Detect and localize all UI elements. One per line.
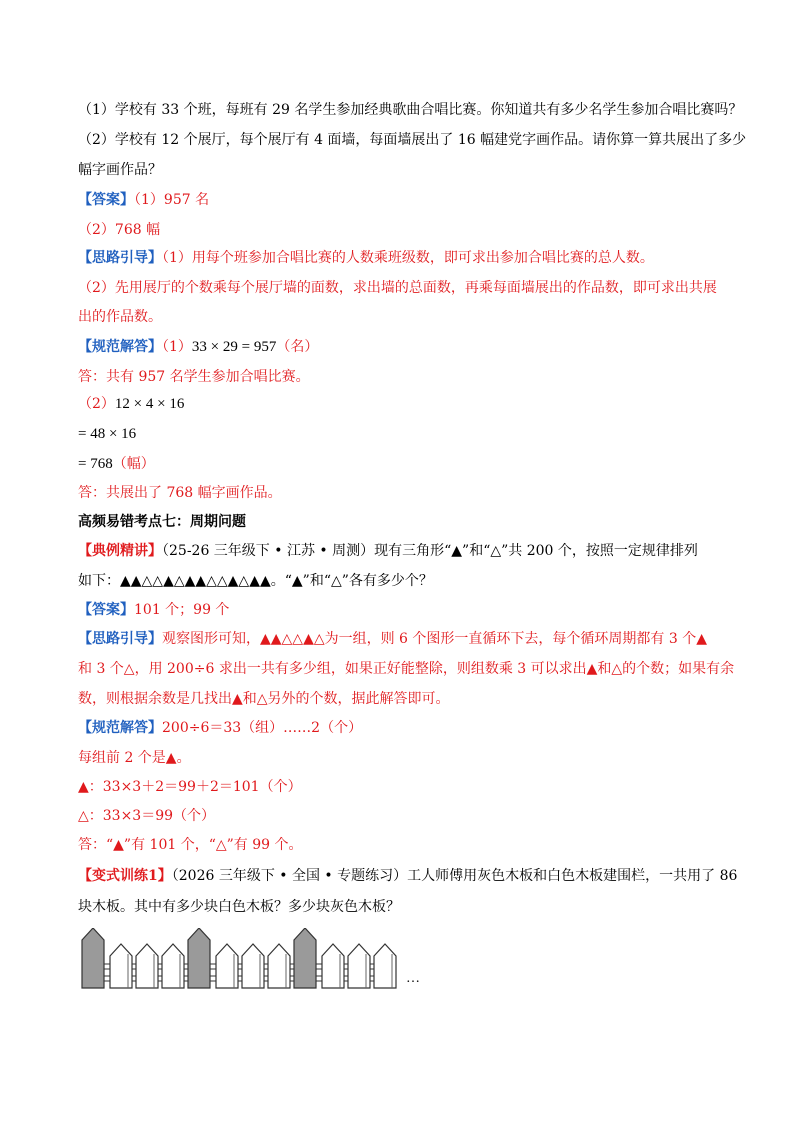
fence-board-white [322,944,344,988]
fence-board-white [242,944,264,988]
fence-board-gray [294,928,316,988]
example-solution-tag: 【规范解答】 [78,720,162,736]
fence-board-white [110,944,132,988]
solution-2-step-2: = 768 [78,456,113,472]
question-1: （1）学校有 33 个班，每班有 29 名学生参加经典歌曲合唱比赛。你知道共有多少名学生参加合唱比赛吗？ [78,102,743,118]
question-2-line-2: 幅字画作品？ [78,162,162,178]
answer-line-1 [78,190,209,210]
variant-tag: 【变式训练1】 [78,868,172,884]
example-solution-5: 答：“▲”有 101 个，“△”有 99 个。 [78,837,303,853]
answer-1: （1）957 名 [134,192,210,208]
fence-board-white [136,944,158,988]
example-solution-2: 每组前 2 个是▲。 [78,750,191,766]
example-tag: 【典例精讲】 [78,543,162,559]
fence-ellipsis: … [406,971,420,986]
example-answer-tag: 【答案】 [78,602,134,618]
example-guide-2: 和 3 个△，用 200÷6 求出一共有多少组，如果正好能整除，则组数乘 3 可以求出▲和△的个数；如果有余 [78,661,735,677]
fence-illustration [78,928,438,992]
example-solution-4: △：33×3＝99（个） [78,808,216,824]
fence-board-gray [188,928,210,988]
example-solution-3: ▲：33×3＋2＝99＋2＝101（个） [78,779,302,795]
example-text-2: 如下：▲▲△△▲△▲▲△△▲△▲▲。“▲”和“△”各有多少个？ [78,573,433,589]
variant-text-1: （2026 三年级下 • 全国 • 专题练习）工人师傅用灰色木板和白色木板建围栏，一共用了 86 [171,868,738,884]
solution-2-line [78,394,184,414]
fence-board-white [216,944,238,988]
fence-board-white [374,944,396,988]
fence-board-white [162,944,184,988]
solution-1-answer: 答：共有 957 名学生参加合唱比赛。 [78,369,310,385]
solution-1-expression: 33 × 29 = 957 [191,339,277,355]
question-2-line-1: （2）学校有 12 个展厅，每个展厅有 4 面墙，每面墙展出了 16 幅建党字画作品。请你算一算共展出了多少 [78,132,747,148]
fence-board-gray [82,928,104,988]
solution-2-answer: 答：共展出了 768 幅字画作品。 [78,485,282,501]
guide-2-line-1: （2）先用展厅的个数乘每个展厅墙的面数，求出墙的总面数，再乘每面墙展出的作品数，即可求出共展 [78,280,717,296]
example-solution-line-1 [78,718,362,738]
example-answer: 101 个；99 个 [134,602,230,618]
section-title: 高频易错考点七：周期问题 [78,514,246,530]
example-answer-line [78,600,229,620]
guide-2-line-2: 出的作品数。 [78,309,162,325]
solution-2-expression: 12 × 4 × 16 [114,396,185,412]
example-solution-1: 200÷6＝33（组）……2（个） [162,720,363,736]
example-guide-3: 数，则根据余数是几找出▲和△另外的个数，据此解答即可。 [78,691,450,707]
variant-line-1 [78,866,737,886]
example-text-1: （25-26 三年级下 • 江苏 • 周测）现有三角形“▲”和“△”共 200 个，按照一定规律排列 [162,543,698,559]
answer-2: （2）768 幅 [78,222,161,238]
fence-board-white [348,944,370,988]
guide-tag: 【思路引导】 [78,250,162,266]
example-line-1 [78,541,698,561]
solution-line-1 [78,337,318,357]
solution-2-step-2-line [78,454,155,474]
solution-2-prefix: （2） [78,396,115,412]
guide-line-1 [78,248,654,268]
answer-tag: 【答案】 [78,192,134,208]
example-guide-tag: 【思路引导】 [78,631,162,647]
solution-2-unit: （幅） [112,456,155,472]
example-guide-line-1 [78,629,707,649]
solution-tag: 【规范解答】 [78,339,162,355]
fence-board-white [268,944,290,988]
guide-1: （1）用每个班参加合唱比赛的人数乘班级数，即可求出参加合唱比赛的总人数。 [162,250,654,266]
solution-1-unit: （名） [276,339,319,355]
variant-text-2: 块木板。其中有多少块白色木板？多少块灰色木板？ [78,899,400,915]
solution-2-step-1: = 48 × 16 [78,426,137,442]
example-guide-1: 观察图形可知，▲▲△△▲△为一组，则 6 个图形一直循环下去，每个循环周期都有 3 个▲ [162,631,707,647]
solution-1-prefix: （1） [162,339,192,355]
